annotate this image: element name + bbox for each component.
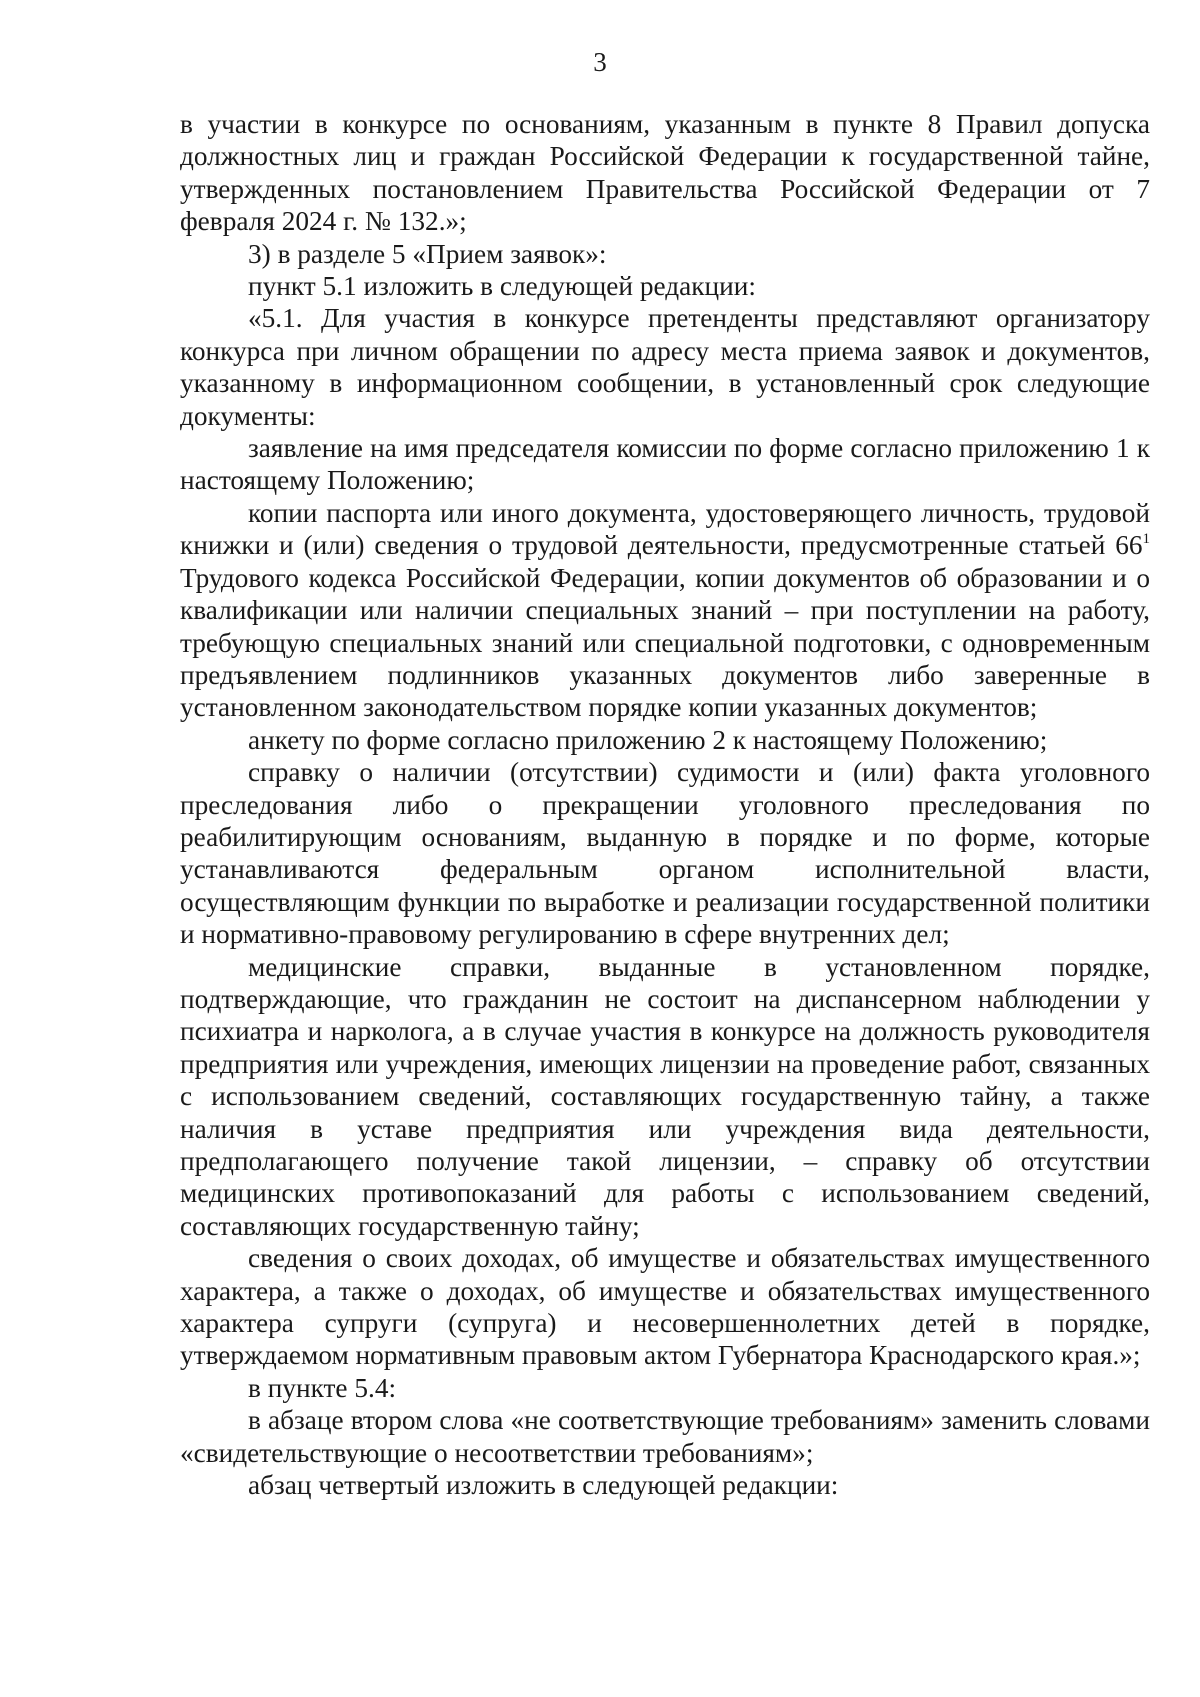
document-body: [180, 108, 1150, 1501]
page-number: 3: [593, 47, 607, 77]
paragraph-second-abzac: в абзаце втором слова «не соответствующие требованиям» заменить словами «свидетельствующие о несоответствии требованиям»;: [180, 1405, 1150, 1468]
paragraph-document-copies: [180, 497, 1150, 724]
copies-text-start: копии паспорта или иного документа, удостоверяющего личность, трудовой книжки и (или) сведения о трудовой деятельности, предусмотренные статьей 66: [180, 497, 1150, 561]
paragraph-point-5-1: «5.1. Для участия в конкурсе претенденты представляют организатору конкурса при личном обращении по адресу места приема заявок и документов, указанному в информационном сообщении, в установленный срок следующие документы:: [180, 303, 1150, 431]
article-superscript: 1: [1142, 531, 1150, 548]
copies-text-end: Трудового кодекса Российской Федерации, копии документов об образовании и о квалификации или наличии специальных знаний – при поступлении на работу, требующую специальных знаний или специальной подготовки, с одновременным предъявлением подлинников указанных документов либо заверенные в установленном законодательством порядке копии указанных документов;: [180, 562, 1150, 723]
paragraph-criminal-record: справку о наличии (отсутствии) судимости и (или) факта уголовного преследования либо о прекращении уголовного преследования по реабилитирующим основаниям, выданную в порядке и по форме, которые устанавливаются федеральным органом исполнительной власти, осуществляющим функции по выработке и реализации государственной политики и нормативно-правовому регулированию в сфере внутренних дел;: [180, 757, 1150, 950]
paragraph-income-information: сведения о своих доходах, об имуществе и обязательствах имущественного характера, а также о доходах, об имуществе и обязательствах имущественного характера супруги (супруга) и несовершеннолетних детей в порядке, утверждаемом нормативным правовым актом Губернатора Краснодарского края.»;: [180, 1243, 1150, 1371]
paragraph-point-5-1-intro: пункт 5.1 изложить в следующей редакции:: [248, 271, 756, 302]
paragraph-point-5-4: в пункте 5.4:: [248, 1372, 397, 1403]
paragraph-section-5: 3) в разделе 5 «Прием заявок»:: [248, 238, 607, 269]
paragraph-medical-certificates: медицинские справки, выданные в установленном порядке, подтверждающие, что гражданин не состоит на диспансерном наблюдении у психиатра и нарколога, а в случае участия в конкурсе на должность руководителя предприятия или учреждения, имеющих лицензии на проведение работ, связанных с использованием сведений, составляющих государственную тайну, а также наличия в уставе предприятия или учреждения вида деятельности, предполагающего получение такой лицензии, – справку об отсутствии медицинских противопоказаний для работы с использованием сведений, составляющих государственную тайну;: [180, 951, 1150, 1241]
paragraph-questionnaire: анкету по форме согласно приложению 2 к настоящему Положению;: [248, 724, 1048, 755]
paragraph-continuation: в участии в конкурсе по основаниям, указанным в пункте 8 Правил допуска должностных лиц и граждан Российской Федерации к государственной тайне, утвержденных постановлением Правительства Российской Федерации от 7 февраля 2024 г. № 132.»;: [180, 109, 1150, 237]
paragraph-application: заявление на имя председателя комиссии по форме согласно приложению 1 к настоящему Положению;: [180, 433, 1150, 496]
paragraph-fourth-abzac: абзац четвертый изложить в следующей редакции:: [248, 1470, 839, 1501]
